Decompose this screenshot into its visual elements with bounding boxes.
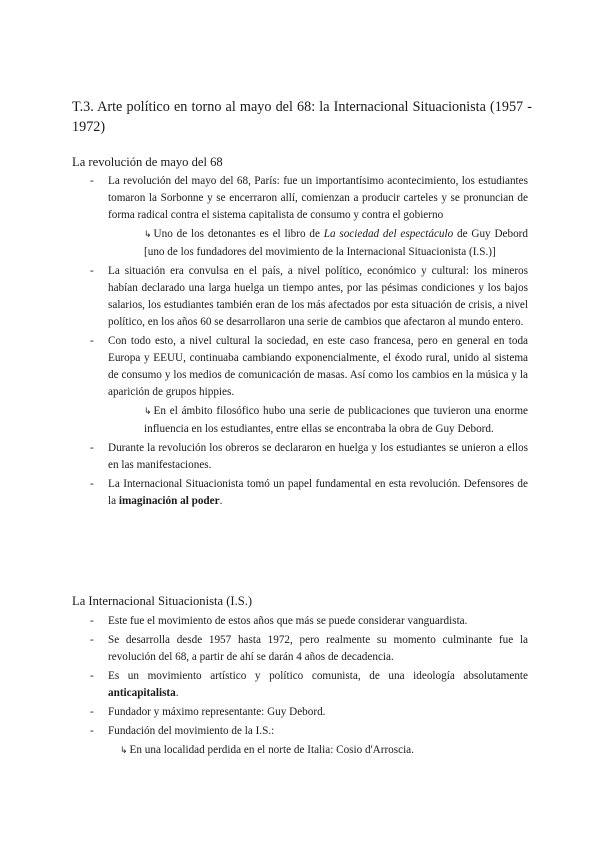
section1-list [90,173,528,512]
bold-phrase: imaginación al poder [118,495,220,507]
return-arrow-icon: ↳ [120,746,128,756]
bullet-dash: - [90,634,94,646]
list-item [90,333,528,438]
item-text: Fundación del movimiento de la I.S.: [108,725,275,737]
bullet-dash: - [90,725,94,737]
item-text: . [219,495,223,507]
list-item [90,723,528,760]
item-text: La situación era convulsa en el país, a nivel político, económico y cultural: los mineros habían declarado una larga huelga un tiempo antes, por las pésimas condiciones y los bajos salarios, los estudiantes también eran de los más afectados por esta situación de crisis, a nivel político, en los años 60 se desarrollaron una serie de cambios que afectaron al mundo entero. [108,265,528,328]
list-item [90,263,528,331]
item-text: La revolución del mayo del 68, París: fue un importantísimo acontecimiento, los estudiantes tomaron la Sorbonne y se encerraron allí, comienzan a producir carteles y se pronuncian de forma radical contra el sistema capitalista de consumo y contra el gobierno [108,175,528,221]
list-item [90,632,528,666]
bullet-dash: - [90,175,94,187]
item-text: Es un movimiento artístico y político comunista, de una ideología absolutamente [108,670,528,682]
sub-item [144,226,528,261]
item-text: . [175,687,179,699]
bullet-dash: - [90,442,94,454]
bold-phrase: anticapitalista [108,687,176,699]
return-arrow-icon: ↳ [144,407,152,417]
section2-list [90,613,528,762]
item-text: Durante la revolución los obreros se declararon en huelga y los estudiantes se unieron a ellos en las manifestaciones. [108,442,528,471]
sub-item-text: En una localidad perdida en el norte de Italia: Cosio d'Arroscia. [129,744,414,756]
list-item [90,173,528,261]
list-item [90,440,528,474]
list-item [90,613,528,630]
sub-item [144,403,528,438]
item-text: Fundador y máximo representante: Guy Debord. [108,706,326,718]
sub-item-text: de Guy Debord [uno de los fundadores del movimiento de la Internacional Situacionista (I.S.)] [144,228,528,258]
item-text: Con todo esto, a nivel cultural la sociedad, en este caso francesa, pero en general en toda Europa y EEUU, continuaba cambiando exponencialmente, el éxodo rural, unido al sistema de consumo y los medios de comunicación de masas. Así como los cambios en la música y la aparición de grupos hippies. [108,335,528,398]
item-text: Este fue el movimiento de estos años que más se puede considerar vanguardista. [108,615,468,627]
list-item [90,668,528,702]
item-text: Se desarrolla desde 1957 hasta 1972, pero realmente su momento culminante fue la revolución del 68, a partir de ahí se darán 4 años de decadencia. [108,634,528,663]
document-title: T.3. Arte político en torno al mayo del 68: la Internacional Situacionista (1957 - 1972) [72,99,532,135]
book-title: La sociedad del espectáculo [323,228,454,240]
section-heading-mayo-68: La revolución de mayo del 68 [72,155,223,169]
bullet-dash: - [90,706,94,718]
item-text: La Internacional Situacionista tomó un papel fundamental en esta revolución. Defensores de la [108,478,528,507]
return-arrow-icon: ↳ [144,230,152,240]
sub-item [120,742,528,760]
section-heading-is: La Internacional Situacionista (I.S.) [72,594,253,608]
list-item [90,704,528,721]
sub-item-text: Uno de los detonantes es el libro de [153,228,324,240]
bullet-dash: - [90,670,94,682]
sub-item-text: En el ámbito filosófico hubo una serie de publicaciones que tuvieron una enorme influencia en los estudiantes, entre ellas se encontraba la obra de Guy Debord. [144,405,528,435]
list-item [90,476,528,510]
bullet-dash: - [90,265,94,277]
bullet-dash: - [90,615,94,627]
bullet-dash: - [90,478,94,490]
bullet-dash: - [90,335,94,347]
